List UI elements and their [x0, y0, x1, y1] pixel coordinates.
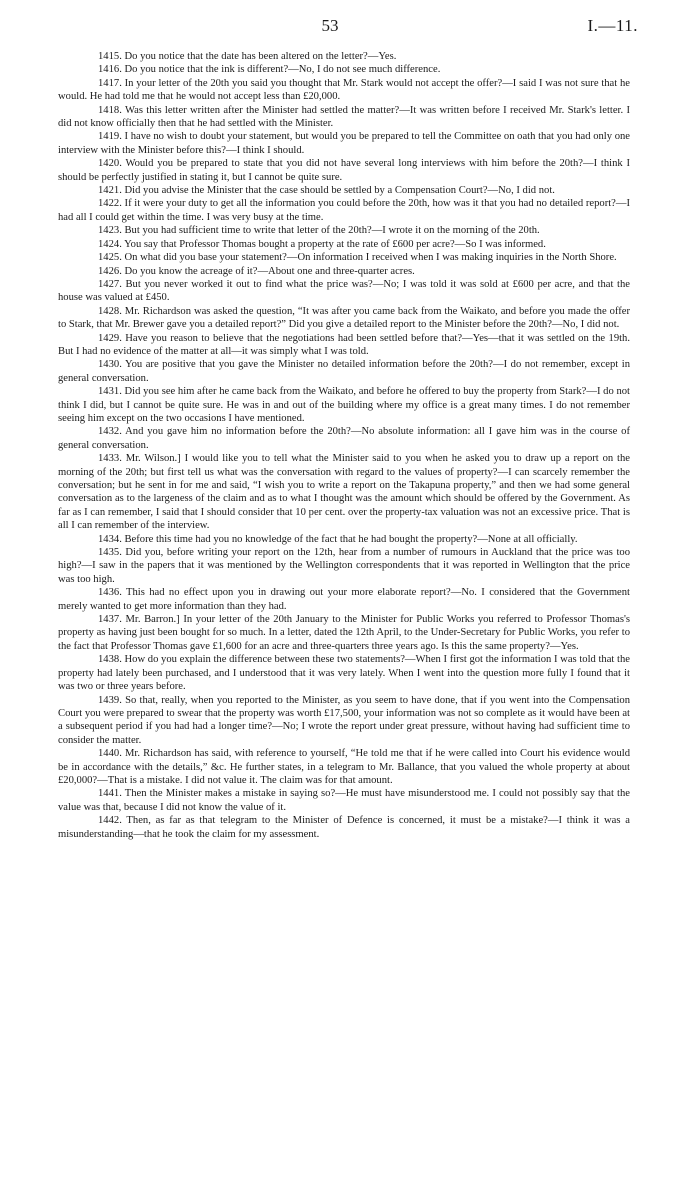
paragraph: 1423. But you had sufficient time to write that letter of the 20th?—I wrote it on the morning of the 20th.	[98, 225, 540, 237]
paragraph: 1431. Did you see him after he came back from the Waikato, and before he offered to buy the property from Stark?—I do not think I did, but I cannot be quite sure. He was in and out of the building where my office is a great many times. I do not remember seeing him except on the two occasions I have mentioned.	[58, 386, 630, 424]
paragraph: 1442. Then, as far as that telegram to the Minister of Defence is concerned, it must be a mistake?—I think it was a misunderstanding—that he took the claim for my assessment.	[58, 815, 630, 840]
paragraph: 1436. This had no effect upon you in drawing out your more elaborate report?—No. I considered that the Government merely wanted to get more information than they had.	[58, 587, 630, 612]
paragraph: 1435. Did you, before writing your report on the 12th, hear from a number of rumours in Auckland that the price was too high?—I saw in the papers that it was mentioned by the Wellington correspondents that it was reported in Wellington that the price was too high.	[58, 547, 630, 585]
page-number: 53	[321, 16, 339, 35]
paragraph: 1416. Do you notice that the ink is different?—No, I do not see much difference.	[98, 64, 441, 76]
paragraph: 1418. Was this letter written after the Minister had settled the matter?—It was written before I received Mr. Stark's letter. I did not know officially then that he had settled with the Minister.	[58, 104, 630, 130]
page-header	[0, 16, 700, 42]
paragraph: 1433. Mr. Wilson.] I would like you to tell what the Minister said to you when he asked you to draw up a report on the morning of the 20th; but first tell us what was the conversation with regard to the values of property?—I can scarcely remember the conversation; but he sent in for me and said, “I wish you to write a report on the Takapuna property,” and then we had some general conversation as to the largeness of the claim and as to what I thought was the amount which should be offered by the Government. As far as I can remember, I said that I should consider that 10 per cent. over the property-tax valuation was not an excessive price. That is all I can remember of the interview.	[58, 453, 630, 532]
paragraph: 1427. But you never worked it out to find what the price was?—No; I was told it was sold at £600 per acre, and that the house was valued at £450.	[58, 278, 630, 304]
paragraph: 1421. Did you advise the Minister that the case should be settled by a Compensation Court?—No, I did not.	[98, 185, 555, 197]
paragraph: 1422. If it were your duty to get all the information you could before the 20th, how was it that you had no detailed report?—I had all I could get within the time. I was very busy at the time.	[58, 198, 630, 223]
paragraph: 1417. In your letter of the 20th you said you thought that Mr. Stark would not accept the offer?—I said I was not sure that he would. He had told me that he would not accept less than £20,000.	[58, 77, 630, 103]
paragraph: 1420. Would you be prepared to state that you did not have several long interviews with him before the 20th?—I think I should be perfectly justified in stating it, but I cannot be quite sure.	[58, 158, 630, 183]
paragraph: 1434. Before this time had you no knowledge of the fact that he had bought the property?—None at all officially.	[98, 533, 578, 545]
paragraph: 1424. You say that Professor Thomas bought a property at the rate of £600 per acre?—So I was informed.	[98, 238, 546, 250]
paragraph: 1415. Do you notice that the date has been altered on the letter?—Yes.	[98, 51, 397, 62]
paragraph: 1428. Mr. Richardson was asked the question, “It was after you came back from the Waikato, and before you made the offer to Stark, that Mr. Brewer gave you a detailed report?” Did you give a detailed report to the Minister before the 20th?—No, I did not.	[58, 305, 630, 331]
paragraph: 1439. So that, really, when you reported to the Minister, as you seem to have done, that if you went into the Compensation Court you were prepared to swear that the property was worth £17,500, your information was not so complete as it would have been at a subsequent period if you had had a longer time?—No; I wrote the report under great pressure, without having had sufficient time to consider the matter.	[58, 694, 630, 746]
paragraph: 1440. Mr. Richardson has said, with reference to yourself, “He told me that if he were called into Court his evidence would be in accordance with the details,” &c. He further states, in a telegram to Mr. Ballance, that you valued the whole property at about £20,000?—That is a mistake. I did not value it. The claim was for that amount.	[58, 748, 630, 786]
paragraph: 1441. Then the Minister makes a mistake in saying so?—He must have misunderstood me. I could not possibly say that the value was that, because I did not know the value of it.	[58, 788, 630, 813]
paragraph: 1429. Have you reason to believe that the negotiations had been settled before that?—Yes—that it was settled on the 19th. But I had no evidence of the matter at all—it was simply what I was told.	[58, 332, 630, 357]
paragraph: 1430. You are positive that you gave the Minister no detailed information before the 20th?—I do not remember, except in general conversation.	[58, 359, 630, 384]
paragraph: 1432. And you gave him no information before the 20th?—No absolute information: all I gave him was in the course of general conversation.	[58, 426, 630, 451]
document-body	[58, 50, 630, 841]
document-reference: I.—11.	[587, 16, 638, 35]
paragraph: 1425. On what did you base your statement?—On information I received when I was making inquiries in the North Shore.	[98, 252, 617, 264]
paragraph: 1438. How do you explain the difference between these two statements?—When I first got the information I was told that the property had lately been purchased, and I understood that it was very lately. When I went into the question more fully I found that it was two or three years before.	[58, 654, 630, 693]
paragraph: 1437. Mr. Barron.] In your letter of the 20th January to the Minister for Public Works you referred to Professor Thomas's property as having just been bought for so much. In a letter, dated the 12th April, to the Under-Secretary for Public Works, you refer to the fact that Professor Thomas gave £1,600 for an acre and three-quarters three years ago. Is this the same property?—Yes.	[58, 614, 630, 652]
paragraph: 1419. I have no wish to doubt your statement, but would you be prepared to tell the Committee on oath that you had only one interview with the Minister before this?—I think I should.	[58, 131, 630, 156]
paragraph: 1426. Do you know the acreage of it?—About one and three-quarter acres.	[98, 265, 415, 277]
